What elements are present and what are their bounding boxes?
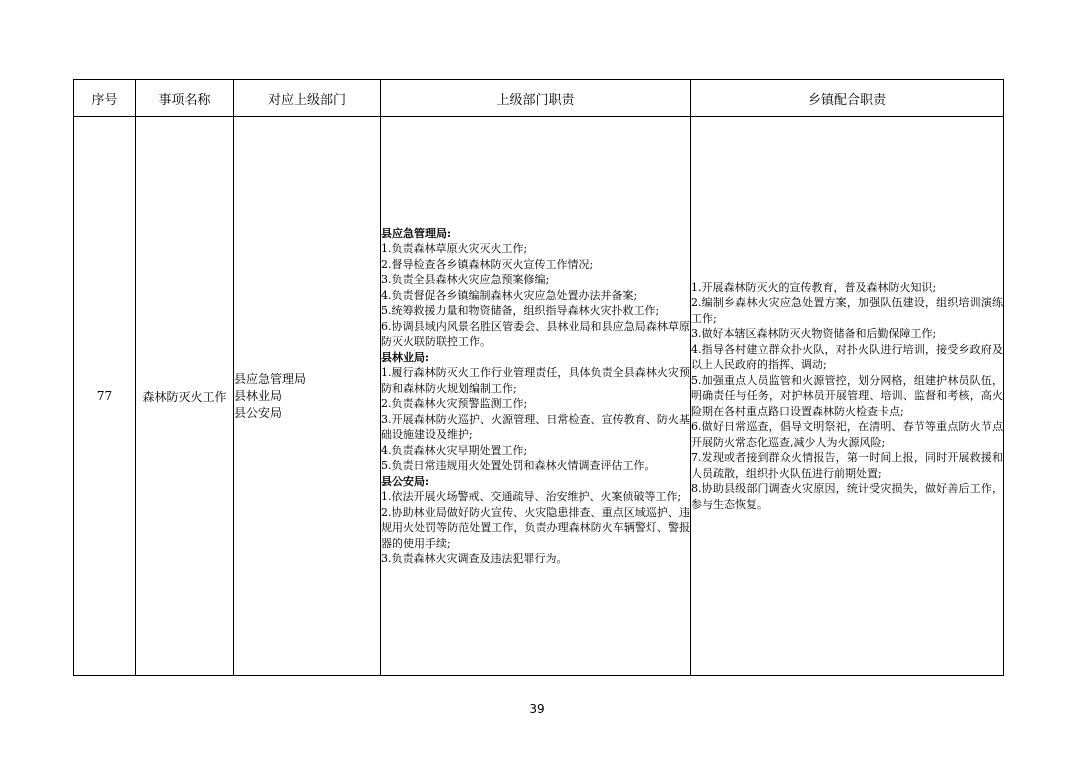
row-upper-duties (381, 117, 691, 676)
duty-item: 4.负责森林火灾早期处置工作; (381, 443, 528, 457)
duty-item: 6.协调县域内风景名胜区管委会、县林业局和县应急局森林草原防灭火联防联控工作。 (381, 319, 690, 348)
duty-item: 3.开展森林防火巡护、火源管理、日常检查、宣传教育、防火基础设施建设及维护; (381, 412, 690, 441)
header-upper-duties: 上级部门职责 (381, 80, 691, 117)
town-duty-item: 6.做好日常巡查，倡导文明祭祀，在清明、春节等重点防火节点开展防火常态化巡查,减少人为火源风险; (691, 420, 1003, 449)
header-row (74, 80, 1004, 117)
upper-duties-list (381, 226, 690, 567)
page-number: 39 (529, 702, 545, 716)
table-row (74, 117, 1004, 676)
duty-item: 5.统筹救援力量和物资储备，组织指导森林火灾扑救工作; (381, 304, 660, 317)
town-duty-item: 7.发现或者接到群众火情报告，第一时间上报，同时开展救援和人员疏散，组织扑火队伍进行前期处置; (691, 451, 1003, 480)
duty-item: 1.履行森林防灭火工作行业管理责任，具体负责全县森林火灾预防和森林防火规划编制工作; (381, 366, 690, 395)
town-duty-item: 2.编制乡森林火灾应急处置方案，加强队伍建设，组织培训演练工作; (691, 296, 1003, 325)
town-duty-item: 4.指导各村建立群众扑火队，对扑火队进行培训，接受乡政府及以上人民政府的指挥、调动; (691, 342, 1003, 372)
duty-item: 2.负责森林火灾预警监测工作; (381, 397, 528, 410)
row-item-name: 森林防灭火工作 (136, 117, 234, 676)
town-duties-list (691, 280, 1003, 513)
header-number: 序号 (74, 80, 136, 117)
duty-item: 4.负责督促各乡镇编制森林火灾应急处置办法并备案; (381, 288, 638, 302)
town-duty-item: 3.做好本辖区森林防灭火物资储备和后勤保障工作; (691, 327, 937, 341)
duty-item: 1.依法开展火场警戒、交通疏导、治安维护、火案侦破等工作; (381, 490, 682, 503)
duty-item: 2.督导检查各乡镇森林防灭火宣传工作情况; (381, 257, 594, 271)
department-item: 县林业局 (234, 388, 283, 403)
header-item-name: 事项名称 (136, 80, 234, 117)
duty-item: 5.负责日常违规用火处置处罚和森林火情调查评估工作。 (381, 459, 656, 472)
town-duty-item: 1.开展森林防灭火的宣传教育，普及森林防火知识; (691, 280, 937, 294)
header-town-duties: 乡镇配合职责 (691, 80, 1004, 117)
town-duty-item: 8.协助县级部门调查火灾原因，统计受灾损失，做好善后工作，参与生态恢复。 (691, 482, 1003, 511)
duty-section-heading: 县林业局: (381, 350, 430, 364)
duty-item: 3.负责全县森林火灾应急预案修编; (381, 273, 550, 286)
duty-item: 2.协助林业局做好防火宣传、火灾隐患排查、重点区域巡护、违规用火处罚等防范处置工作，负责办理森林防火车辆警灯、警报器的使用手续; (381, 505, 690, 550)
row-departments (234, 117, 381, 676)
duty-section-heading: 县公安局: (381, 474, 430, 488)
duty-table (73, 79, 1004, 676)
duty-section-heading: 县应急管理局: (381, 226, 452, 240)
row-number: 77 (74, 117, 136, 676)
town-duty-item: 5.加强重点人员监管和火源管控，划分网格，组建护林员队伍，明确责任与任务，对护林员开展管理、培训、监督和考核，高火险期在各村重点路口设置森林防火检查卡点; (691, 373, 1003, 418)
department-item: 县公安局 (234, 405, 283, 420)
department-item: 县应急管理局 (234, 371, 307, 386)
duty-item: 1.负责森林草原火灾灭火工作; (381, 242, 528, 255)
row-town-duties (691, 117, 1004, 676)
duty-item: 3.负责森林火灾调查及违法犯罪行为。 (381, 552, 568, 565)
header-department: 对应上级部门 (234, 80, 381, 117)
